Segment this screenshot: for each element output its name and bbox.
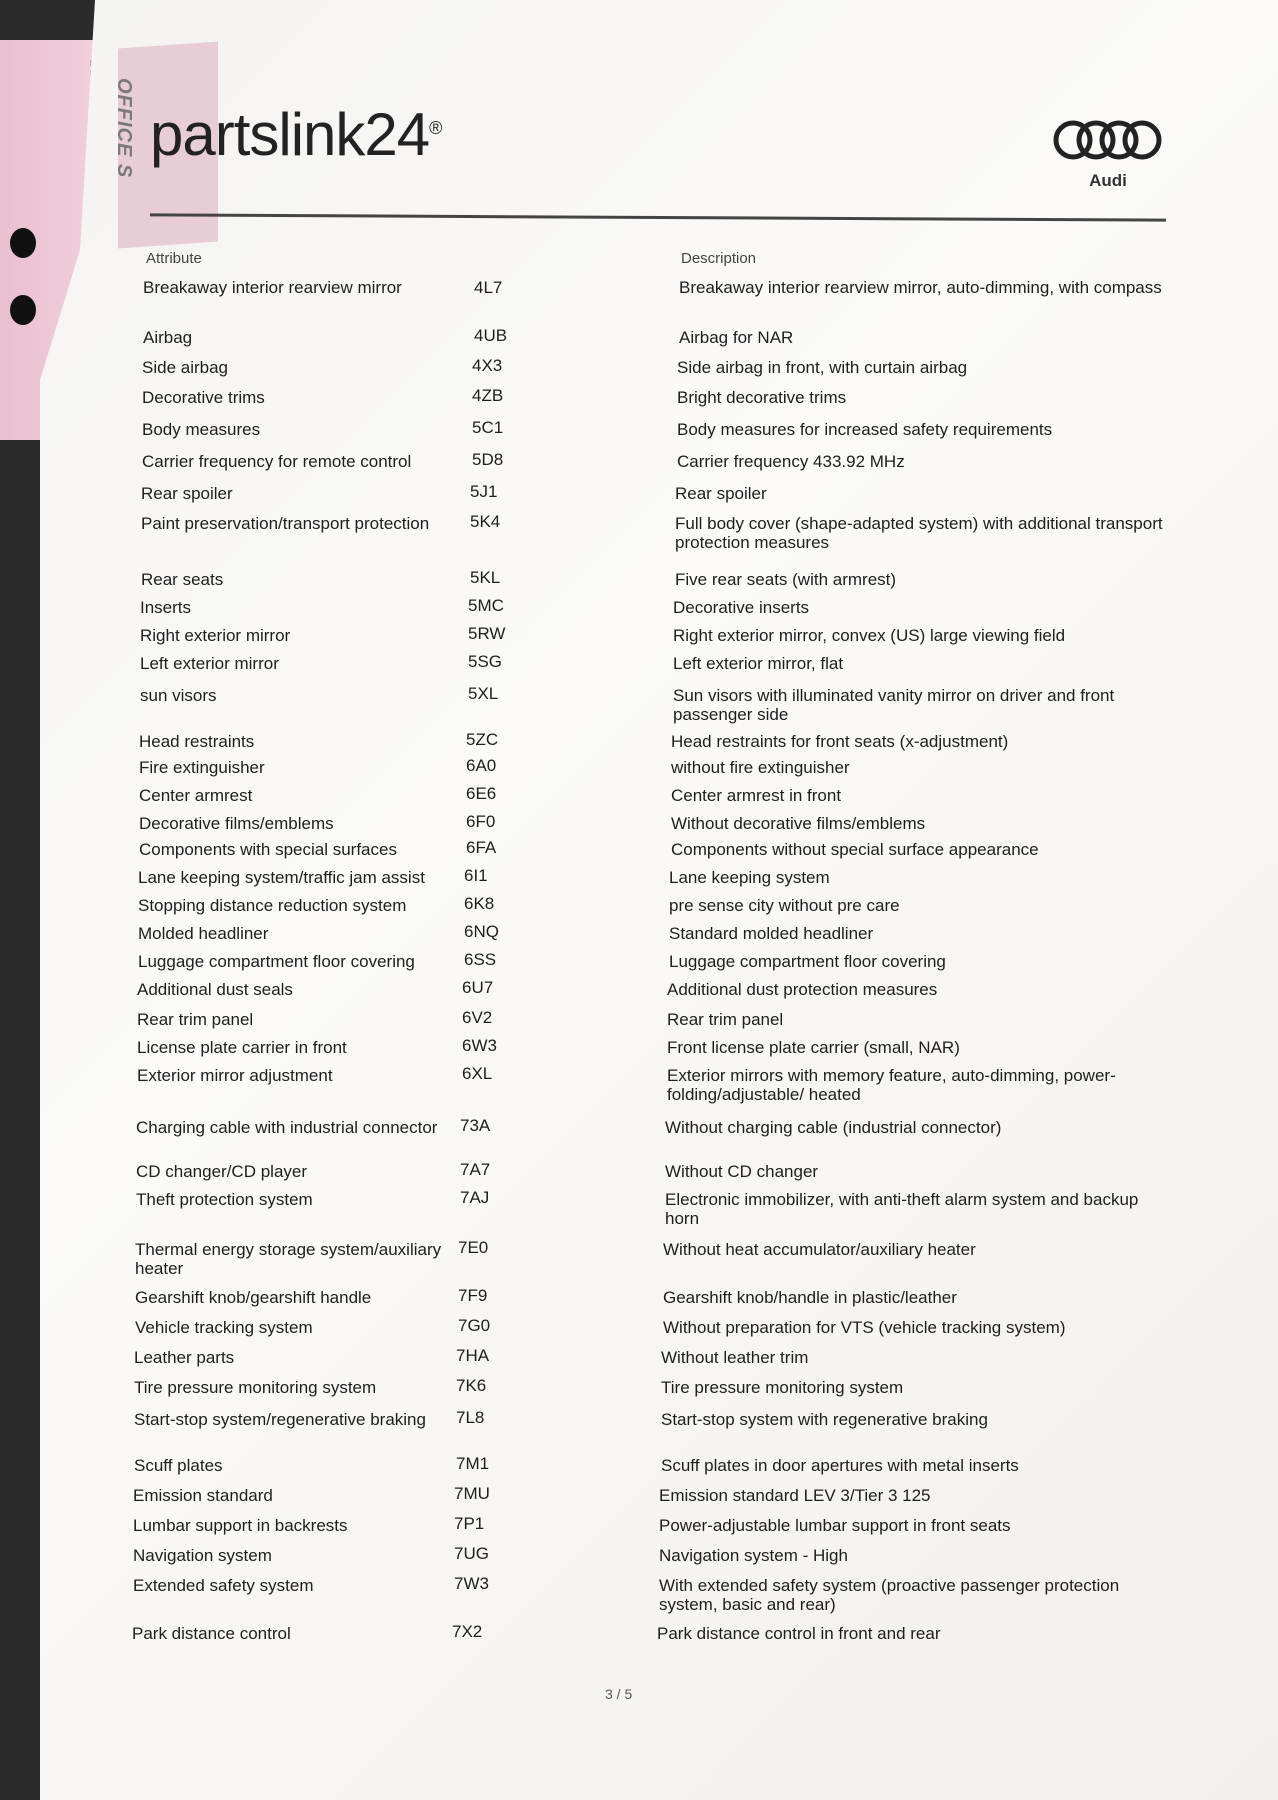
code-cell: 6V2 <box>462 1008 493 1027</box>
description-cell: Without preparation for VTS (vehicle tracking system) <box>663 1318 1066 1337</box>
code-cell: 7X2 <box>452 1622 483 1641</box>
description-cell: Breakaway interior rearview mirror, auto-dimming, with compass <box>679 278 1162 297</box>
description-cell: Side airbag in front, with curtain airbag <box>677 358 968 377</box>
description-cell: With extended safety system (proactive passenger protection system, basic and rear) <box>659 1576 1120 1614</box>
attribute-cell: Left exterior mirror <box>140 654 279 673</box>
description-cell: Park distance control in front and rear <box>657 1624 941 1643</box>
description-cell: Gearshift knob/handle in plastic/leather <box>663 1288 957 1307</box>
code-cell: 5J1 <box>470 482 498 501</box>
code-cell: 4ZB <box>472 386 504 405</box>
description-cell: Head restraints for front seats (x-adjustment) <box>671 732 1009 751</box>
brand-name: Audi <box>1089 171 1127 190</box>
code-cell: 7UG <box>454 1544 489 1563</box>
code-cell: 7F9 <box>458 1286 488 1305</box>
attribute-cell: Start-stop system/regenerative braking <box>134 1410 426 1429</box>
code-cell: 7A7 <box>460 1160 491 1179</box>
attribute-cell: Decorative films/emblems <box>139 814 334 833</box>
sticker-label: OFFICE S <box>113 78 135 179</box>
description-cell: Body measures for increased safety requirements <box>677 420 1053 439</box>
code-cell: 6XL <box>462 1064 493 1083</box>
attribute-cell: Scuff plates <box>134 1456 223 1475</box>
attribute-cell: Inserts <box>140 598 192 617</box>
code-cell: 7G0 <box>458 1316 491 1335</box>
description-cell: Without decorative films/emblems <box>671 814 926 833</box>
description-cell: Additional dust protection measures <box>667 980 938 999</box>
description-cell: Tire pressure monitoring system <box>661 1378 904 1397</box>
code-cell: 7W3 <box>454 1574 489 1593</box>
code-cell: 7E0 <box>458 1238 489 1257</box>
code-cell: 4X3 <box>472 356 503 375</box>
description-cell: Sun visors with illuminated vanity mirror on driver and front passenger side <box>673 686 1115 724</box>
description-cell: Full body cover (shape-adapted system) with additional transport protection measures <box>675 514 1163 552</box>
code-cell: 6W3 <box>462 1036 497 1055</box>
attribute-cell: Emission standard <box>133 1486 273 1505</box>
code-cell: 7P1 <box>454 1514 485 1533</box>
description-column-header: Description <box>681 250 757 267</box>
code-cell: 5RW <box>468 624 506 643</box>
attribute-cell: License plate carrier in front <box>137 1038 347 1057</box>
code-cell: 6I1 <box>464 866 488 885</box>
description-cell: Without leather trim <box>661 1348 809 1367</box>
audi-rings-icon <box>1052 118 1164 162</box>
audi-brand-block <box>1052 118 1164 188</box>
attribute-cell: Stopping distance reduction system <box>138 896 407 915</box>
attribute-cell: Lumbar support in backrests <box>133 1516 348 1535</box>
code-cell: 4L7 <box>474 278 503 297</box>
punch-hole <box>10 228 36 258</box>
attribute-cell: Body measures <box>142 420 261 439</box>
code-cell: 5SG <box>468 652 503 671</box>
attribute-cell: Theft protection system <box>136 1190 313 1209</box>
code-cell: 5ZC <box>466 730 499 749</box>
description-cell: Scuff plates in door apertures with metal inserts <box>661 1456 1019 1475</box>
code-cell: 7L8 <box>456 1408 485 1427</box>
code-cell: 5KL <box>470 568 501 587</box>
attribute-cell: Carrier frequency for remote control <box>142 452 412 471</box>
partslink-logo <box>150 100 441 169</box>
attribute-cell: Exterior mirror adjustment <box>137 1066 333 1085</box>
description-cell: Lane keeping system <box>669 868 830 887</box>
description-cell: Without charging cable (industrial connector) <box>665 1118 1002 1137</box>
attribute-cell: Extended safety system <box>133 1576 314 1595</box>
code-cell: 6FA <box>466 838 497 857</box>
attribute-column-header: Attribute <box>146 250 202 267</box>
description-cell: Rear trim panel <box>667 1010 784 1029</box>
description-cell: Components without special surface appearance <box>671 840 1039 859</box>
attribute-cell: Charging cable with industrial connector <box>136 1118 438 1137</box>
description-cell: Left exterior mirror, flat <box>673 654 844 673</box>
registered-mark: ® <box>429 118 442 138</box>
page-number: 3 / 5 <box>605 1686 633 1702</box>
description-cell: Power-adjustable lumbar support in front seats <box>659 1516 1011 1535</box>
code-cell: 6K8 <box>464 894 495 913</box>
code-cell: 7M1 <box>456 1454 490 1473</box>
attribute-cell: Rear spoiler <box>141 484 233 503</box>
code-cell: 7K6 <box>456 1376 487 1395</box>
description-cell: Right exterior mirror, convex (US) large viewing field <box>673 626 1066 645</box>
attribute-cell: Paint preservation/transport protection <box>141 514 430 533</box>
attribute-cell: Molded headliner <box>138 924 269 943</box>
code-cell: 5D8 <box>472 450 504 469</box>
attribute-cell: Additional dust seals <box>137 980 293 999</box>
description-cell: Bright decorative trims <box>677 388 847 407</box>
attribute-cell: Fire extinguisher <box>139 758 265 777</box>
description-cell: Without heat accumulator/auxiliary heater <box>663 1240 976 1259</box>
attribute-cell: Airbag <box>143 328 193 347</box>
code-cell: 73A <box>460 1116 491 1135</box>
attribute-cell: Components with special surfaces <box>139 840 397 859</box>
attribute-cell: Thermal energy storage system/auxiliary heater <box>135 1240 442 1278</box>
code-cell: 7AJ <box>460 1188 490 1207</box>
attribute-cell: Right exterior mirror <box>140 626 291 645</box>
code-cell: 6E6 <box>466 784 497 803</box>
code-cell: 5K4 <box>470 512 501 531</box>
description-cell: pre sense city without pre care <box>669 896 900 915</box>
punch-hole <box>10 295 36 325</box>
description-cell: Airbag for NAR <box>679 328 794 347</box>
code-cell: 6A0 <box>466 756 497 775</box>
description-cell: Rear spoiler <box>675 484 767 503</box>
logo-text: partslink24 <box>150 101 430 168</box>
attribute-cell: CD changer/CD player <box>136 1162 308 1181</box>
code-cell: 5C1 <box>472 418 504 437</box>
attribute-cell: sun visors <box>140 686 217 705</box>
description-cell: Front license plate carrier (small, NAR) <box>667 1038 960 1057</box>
attribute-cell: Rear seats <box>141 570 224 589</box>
attribute-cell: Luggage compartment floor covering <box>138 952 415 971</box>
attribute-cell: Breakaway interior rearview mirror <box>143 278 402 297</box>
attribute-cell: Gearshift knob/gearshift handle <box>135 1288 372 1307</box>
description-cell: Electronic immobilizer, with anti-theft alarm system and backup horn <box>665 1190 1139 1228</box>
attribute-cell: Leather parts <box>134 1348 235 1367</box>
code-cell: 6F0 <box>466 812 496 831</box>
code-cell: 7HA <box>456 1346 490 1365</box>
attribute-cell: Navigation system <box>133 1546 272 1565</box>
description-cell: Start-stop system with regenerative braking <box>661 1410 988 1429</box>
description-cell: without fire extinguisher <box>671 758 850 777</box>
attribute-cell: Center armrest <box>139 786 253 805</box>
description-cell: Carrier frequency 433.92 MHz <box>677 452 905 471</box>
attribute-cell: Rear trim panel <box>137 1010 254 1029</box>
description-cell: Decorative inserts <box>673 598 810 617</box>
attribute-cell: Vehicle tracking system <box>135 1318 313 1337</box>
attribute-cell: Tire pressure monitoring system <box>134 1378 377 1397</box>
code-cell: 6U7 <box>462 978 494 997</box>
description-cell: Luggage compartment floor covering <box>669 952 946 971</box>
attribute-cell: Lane keeping system/traffic jam assist <box>138 868 425 887</box>
code-cell: 4UB <box>474 326 508 345</box>
attribute-cell: Head restraints <box>139 732 255 751</box>
code-cell: 6NQ <box>464 922 499 941</box>
description-cell: Emission standard LEV 3/Tier 3 125 <box>659 1486 931 1505</box>
description-cell: Center armrest in front <box>671 786 842 805</box>
code-cell: 7MU <box>454 1484 490 1503</box>
description-cell: Exterior mirrors with memory feature, auto-dimming, power-folding/adjustable/ heated <box>667 1066 1116 1104</box>
attribute-cell: Decorative trims <box>142 388 265 407</box>
attribute-cell: Park distance control <box>132 1624 291 1643</box>
description-cell: Navigation system - High <box>659 1546 848 1565</box>
code-cell: 6SS <box>464 950 497 969</box>
description-cell: Without CD changer <box>665 1162 819 1181</box>
description-cell: Standard molded headliner <box>669 924 874 943</box>
code-cell: 5MC <box>468 596 504 615</box>
description-cell: Five rear seats (with armrest) <box>675 570 897 589</box>
code-cell: 5XL <box>468 684 499 703</box>
attribute-cell: Side airbag <box>142 358 229 377</box>
